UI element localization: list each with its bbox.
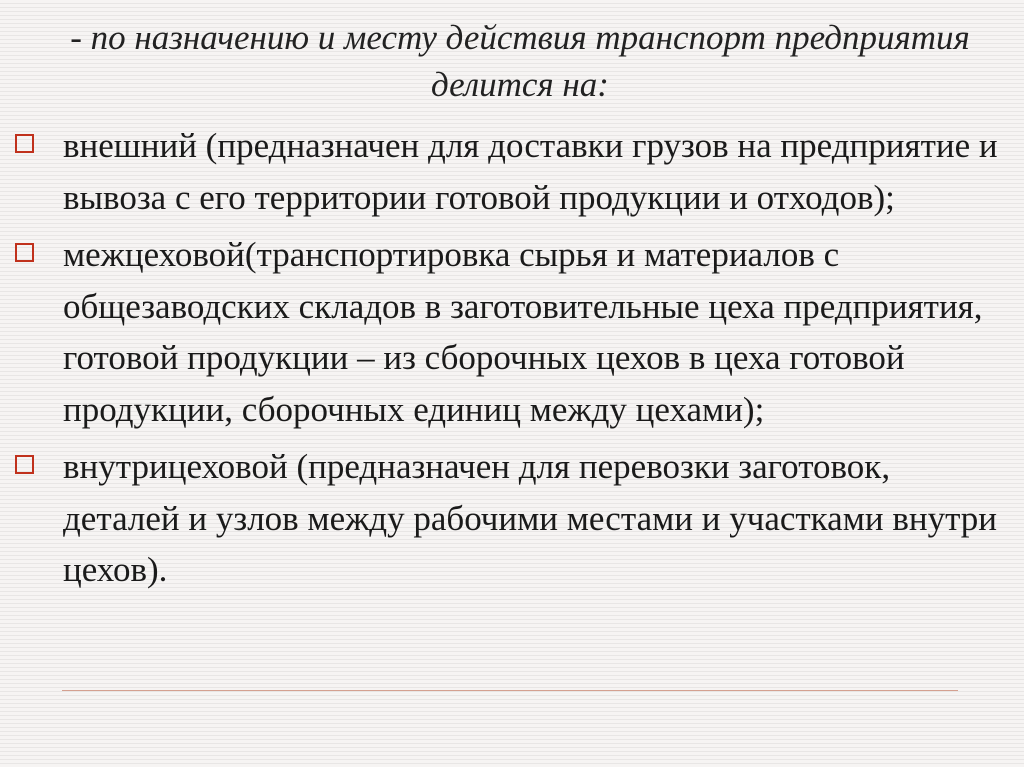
hollow-square-icon: [15, 243, 34, 262]
bullet-text: межцеховой(транспортировка сырья и материалов с общезаводских складов в заготовительные цеха предприятия, готовой продукции – из сборочных цехов в цеха готовой продукции, сборочных единиц между цехами);: [63, 235, 983, 429]
bullet-list: [10, 120, 1010, 602]
bullet-item-interdepartmental: [10, 229, 1010, 435]
footer-divider: [62, 690, 958, 691]
bullet-text: внешний (предназначен для доставки грузов на предприятие и вывоза с его территории готовой продукции и отходов);: [63, 126, 998, 217]
bullet-item-intradepartmental: [10, 441, 1010, 596]
bullet-text: внутрицеховой (предназначен для перевозки заготовок, деталей и узлов между рабочими местами и участками внутри цехов).: [63, 447, 998, 589]
hollow-square-icon: [15, 134, 34, 153]
slide-title: - по назначению и месту действия транспорт предприятия делится на:: [70, 18, 970, 104]
hollow-square-icon: [15, 455, 34, 474]
bullet-item-external: [10, 120, 1010, 223]
